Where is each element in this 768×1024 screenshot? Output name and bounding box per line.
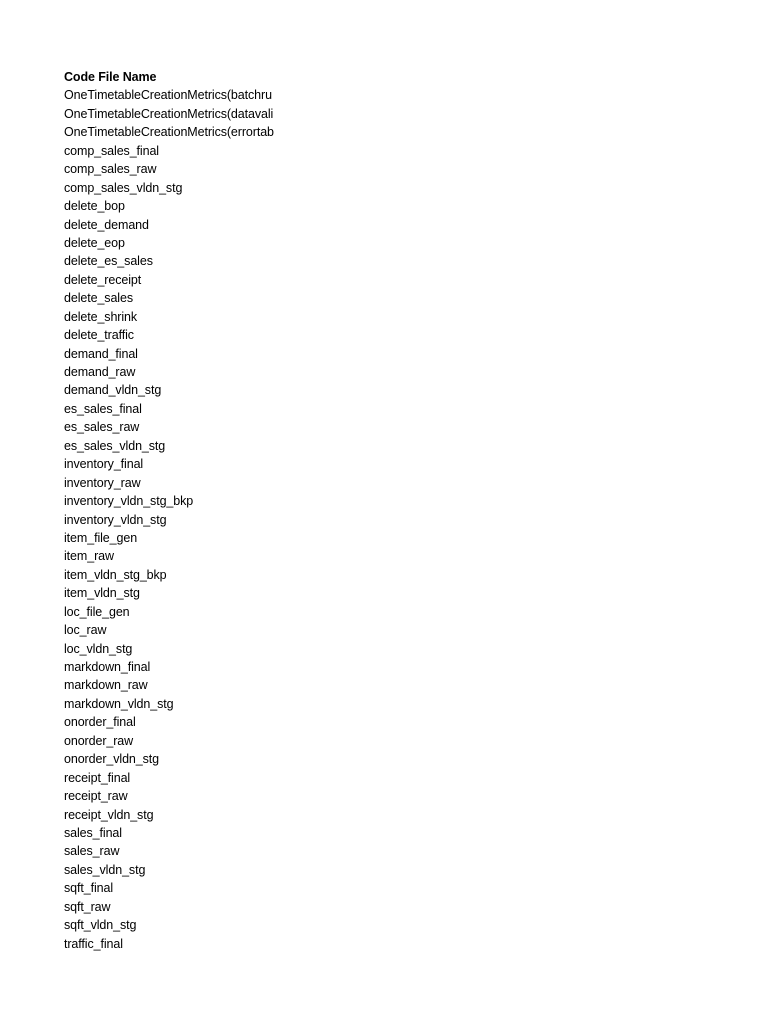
table-row: delete_demand <box>64 217 149 232</box>
table-row: sales_raw <box>64 844 120 859</box>
table-row: comp_sales_final <box>64 143 159 158</box>
table-row: demand_vldn_stg <box>64 383 162 398</box>
table-row: comp_sales_raw <box>64 162 157 177</box>
table-row: inventory_vldn_stg <box>64 512 167 527</box>
table-row: loc_raw <box>64 623 107 638</box>
table-row: demand_raw <box>64 365 136 379</box>
table-row: item_file_gen <box>64 530 138 545</box>
table-row: delete_sales <box>64 291 133 306</box>
table-row: delete_shrink <box>64 309 138 324</box>
table-row: onorder_raw <box>64 733 134 748</box>
table-row: sales_vldn_stg <box>64 862 146 877</box>
table-row: markdown_final <box>64 660 151 674</box>
table-row: inventory_vldn_stg_bkp <box>64 494 194 509</box>
table-row: inventory_final <box>64 457 144 472</box>
table-row: loc_vldn_stg <box>64 641 133 656</box>
table-row: markdown_vldn_stg <box>64 696 174 711</box>
table-row: sqft_raw <box>64 899 111 914</box>
table-row: OneTimetableCreationMetrics(batchru <box>64 88 272 103</box>
table-row: receipt_vldn_stg <box>64 807 154 822</box>
table-row: onorder_final <box>64 715 136 730</box>
table-row: sales_final <box>64 825 122 840</box>
table-row: delete_eop <box>64 235 125 250</box>
table-row: traffic_final <box>64 936 123 951</box>
table-row: OneTimetableCreationMetrics(errortab <box>64 125 274 140</box>
table-rows <box>64 86 282 953</box>
table-row: es_sales_vldn_stg <box>64 438 166 453</box>
table-row: delete_receipt <box>64 272 142 287</box>
table-row: es_sales_final <box>64 401 142 416</box>
table-row: receipt_final <box>64 770 131 785</box>
table-row: onorder_vldn_stg <box>64 752 159 767</box>
table-row: item_vldn_stg <box>64 586 140 601</box>
table-row: delete_bop <box>64 199 125 214</box>
table-row: delete_es_sales <box>64 254 153 269</box>
table-row: sqft_final <box>64 881 114 896</box>
table-row: markdown_raw <box>64 678 148 693</box>
table-row: sqft_vldn_stg <box>64 918 137 933</box>
table-row: receipt_raw <box>64 789 128 804</box>
table-row: item_vldn_stg_bkp <box>64 567 167 582</box>
code-file-name-column <box>64 68 282 953</box>
column-header: Code File Name <box>64 70 157 84</box>
table-row: comp_sales_vldn_stg <box>64 180 183 195</box>
table-row: loc_file_gen <box>64 604 130 619</box>
table-row: OneTimetableCreationMetrics(datavali <box>64 106 274 121</box>
table-row: inventory_raw <box>64 475 141 490</box>
table-row: es_sales_raw <box>64 420 140 435</box>
table-row: item_raw <box>64 549 114 564</box>
table-row: delete_traffic <box>64 328 134 343</box>
table-row: demand_final <box>64 346 138 361</box>
